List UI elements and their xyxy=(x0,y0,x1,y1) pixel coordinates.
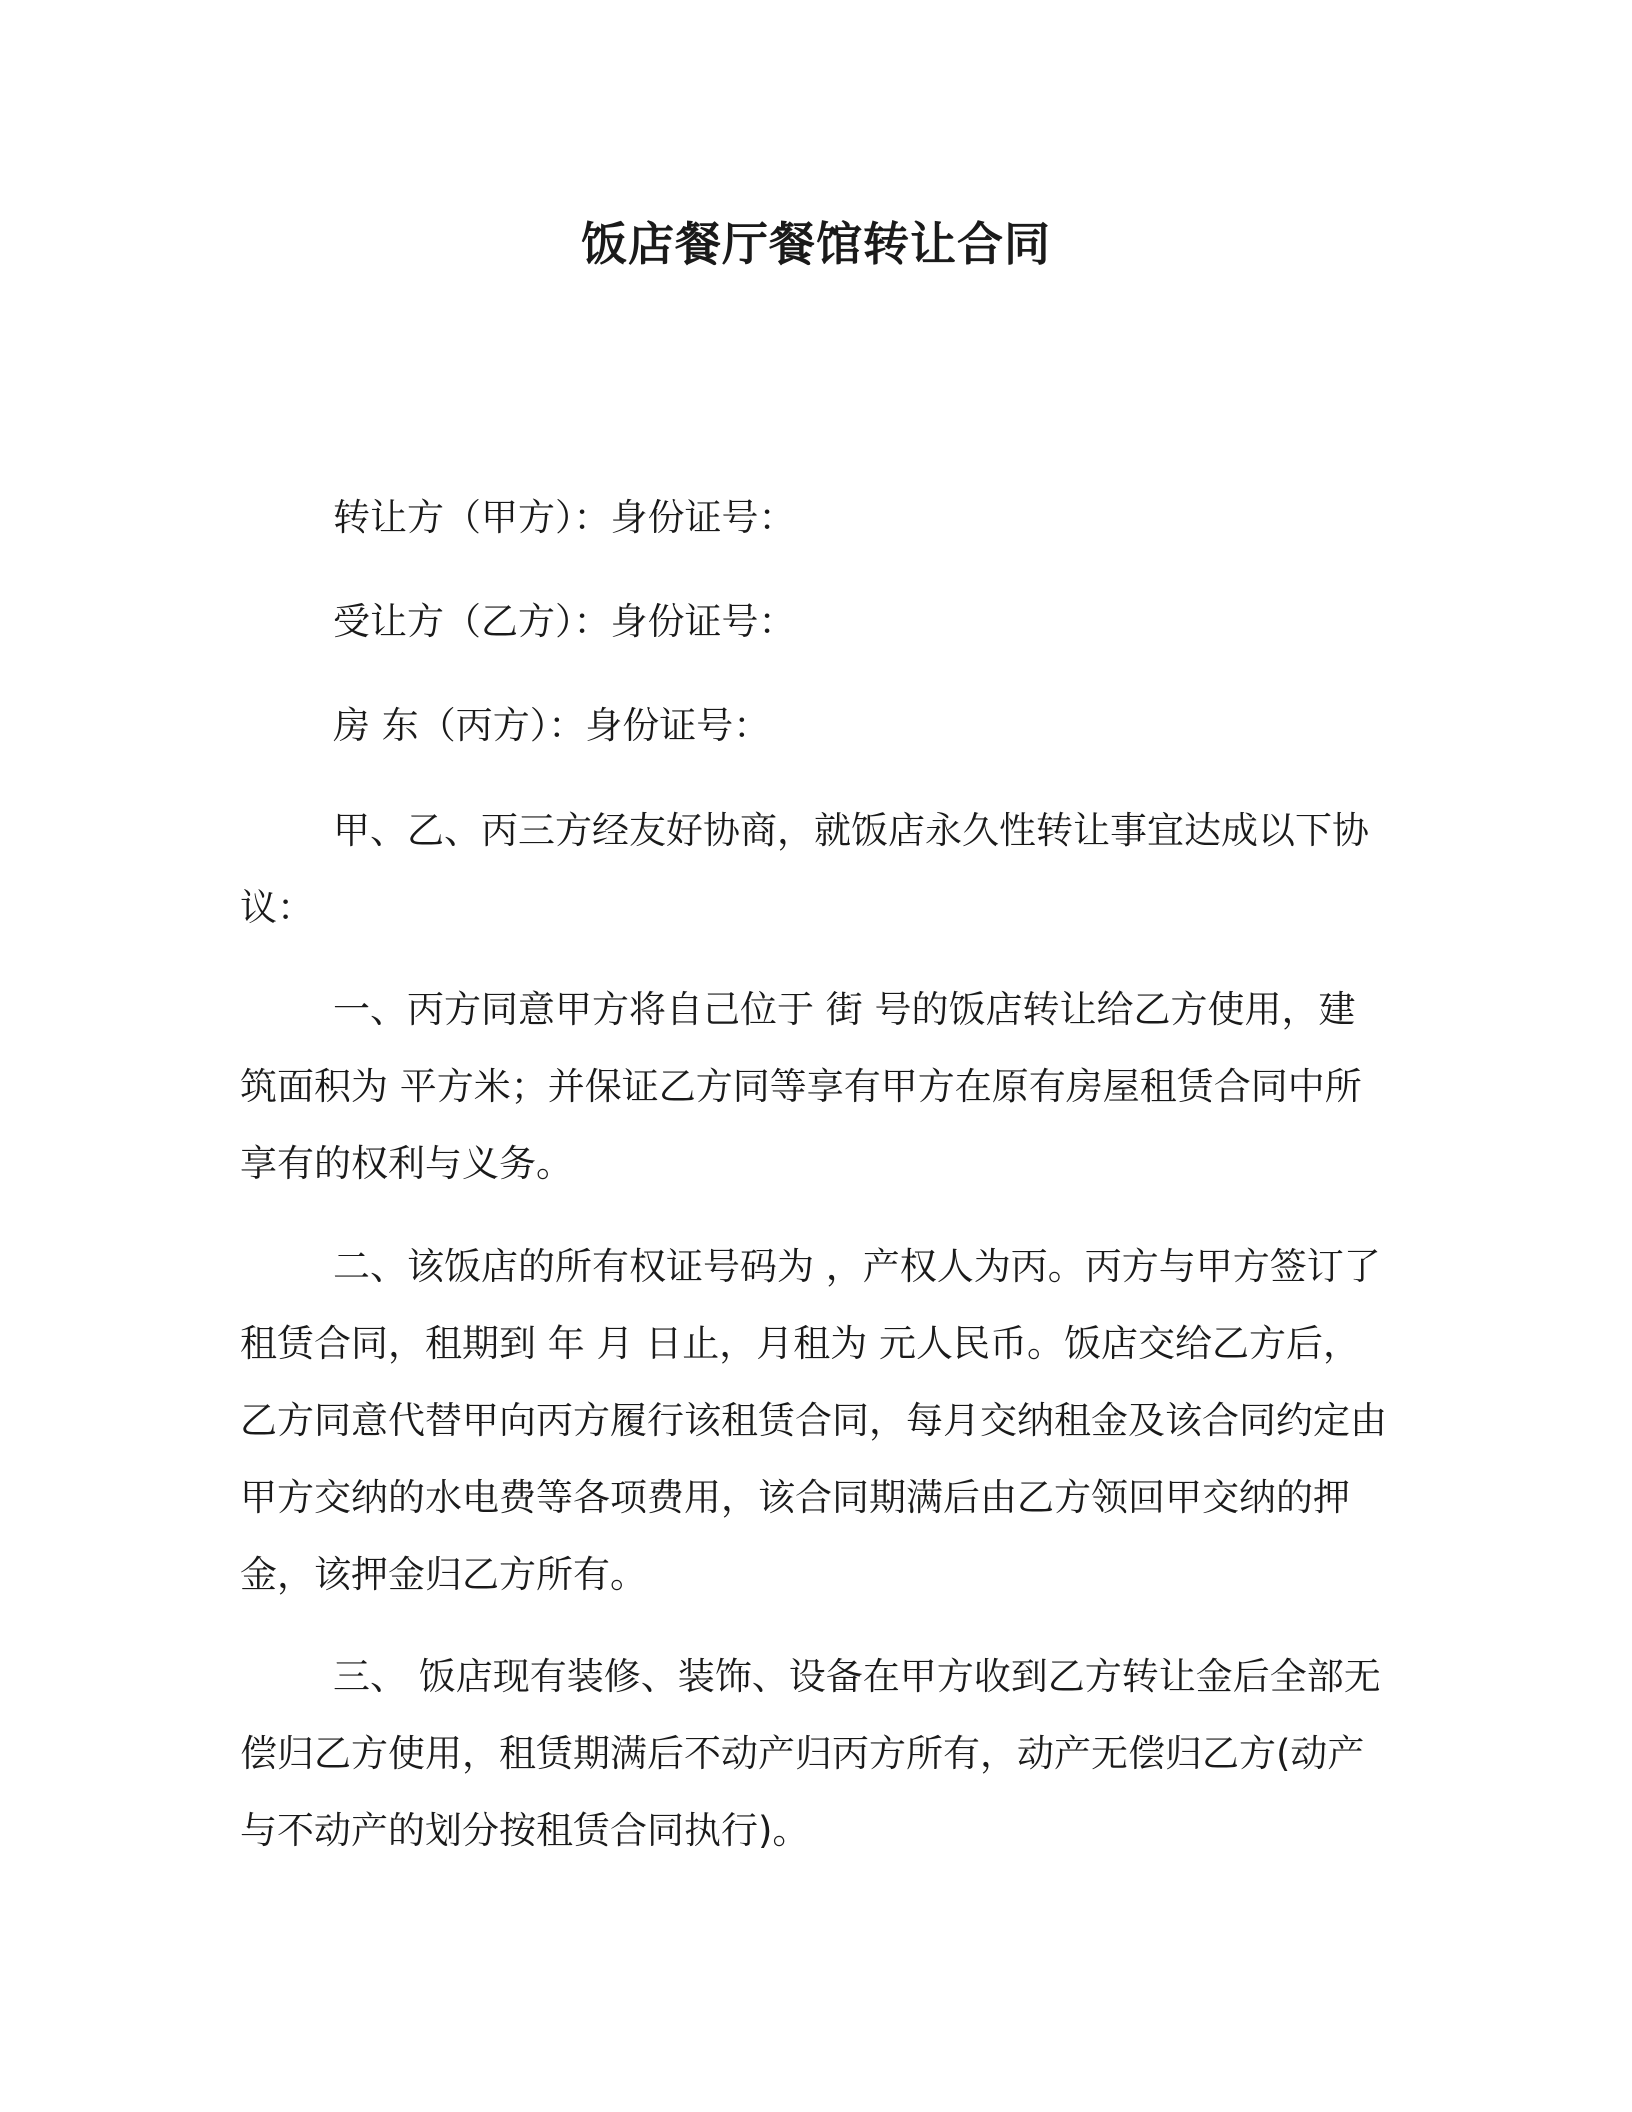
intro-paragraph: 甲、乙、丙三方经友好协商，就饭店永久性转让事宜达成以下协议： xyxy=(240,809,1369,929)
document-title: 饭店餐厅餐馆转让合同 xyxy=(581,217,1051,271)
clause-1-paragraph: 一、丙方同意甲方将自己位于 街 号的饭店转让给乙方使用，建筑面积为 平方米；并保证乙方同等享有甲方在原有房屋租赁合同中所享有的权利与义务。 xyxy=(240,988,1362,1185)
party-transferee-line: 受让方（乙方）：身份证号： xyxy=(333,600,796,643)
party-landlord-line: 房 东（丙方）：身份证号： xyxy=(333,704,771,747)
clause-2-paragraph: 二、该饭店的所有权证号码为 ，产权人为丙。丙方与甲方签订了租赁合同，租期到 年 月 日止，月租为 元人民币。饭店交给乙方后，乙方同意代替甲向丙方履行该租赁合同，每月交纳租金及该合同约定由甲方交纳的水电费等各项费用，该合同期满后由乙方领回甲交纳的押金，该押金归乙方所有。 xyxy=(240,1245,1387,1596)
clause-3-paragraph: 三、 饭店现有装修、装饰、设备在甲方收到乙方转让金后全部无偿归乙方使用，租赁期满后不动产归丙方所有，动产无偿归乙方(动产与不动产的划分按租赁合同执行)。 xyxy=(240,1655,1381,1852)
party-transferor-line: 转让方（甲方）：身份证号： xyxy=(333,496,796,539)
